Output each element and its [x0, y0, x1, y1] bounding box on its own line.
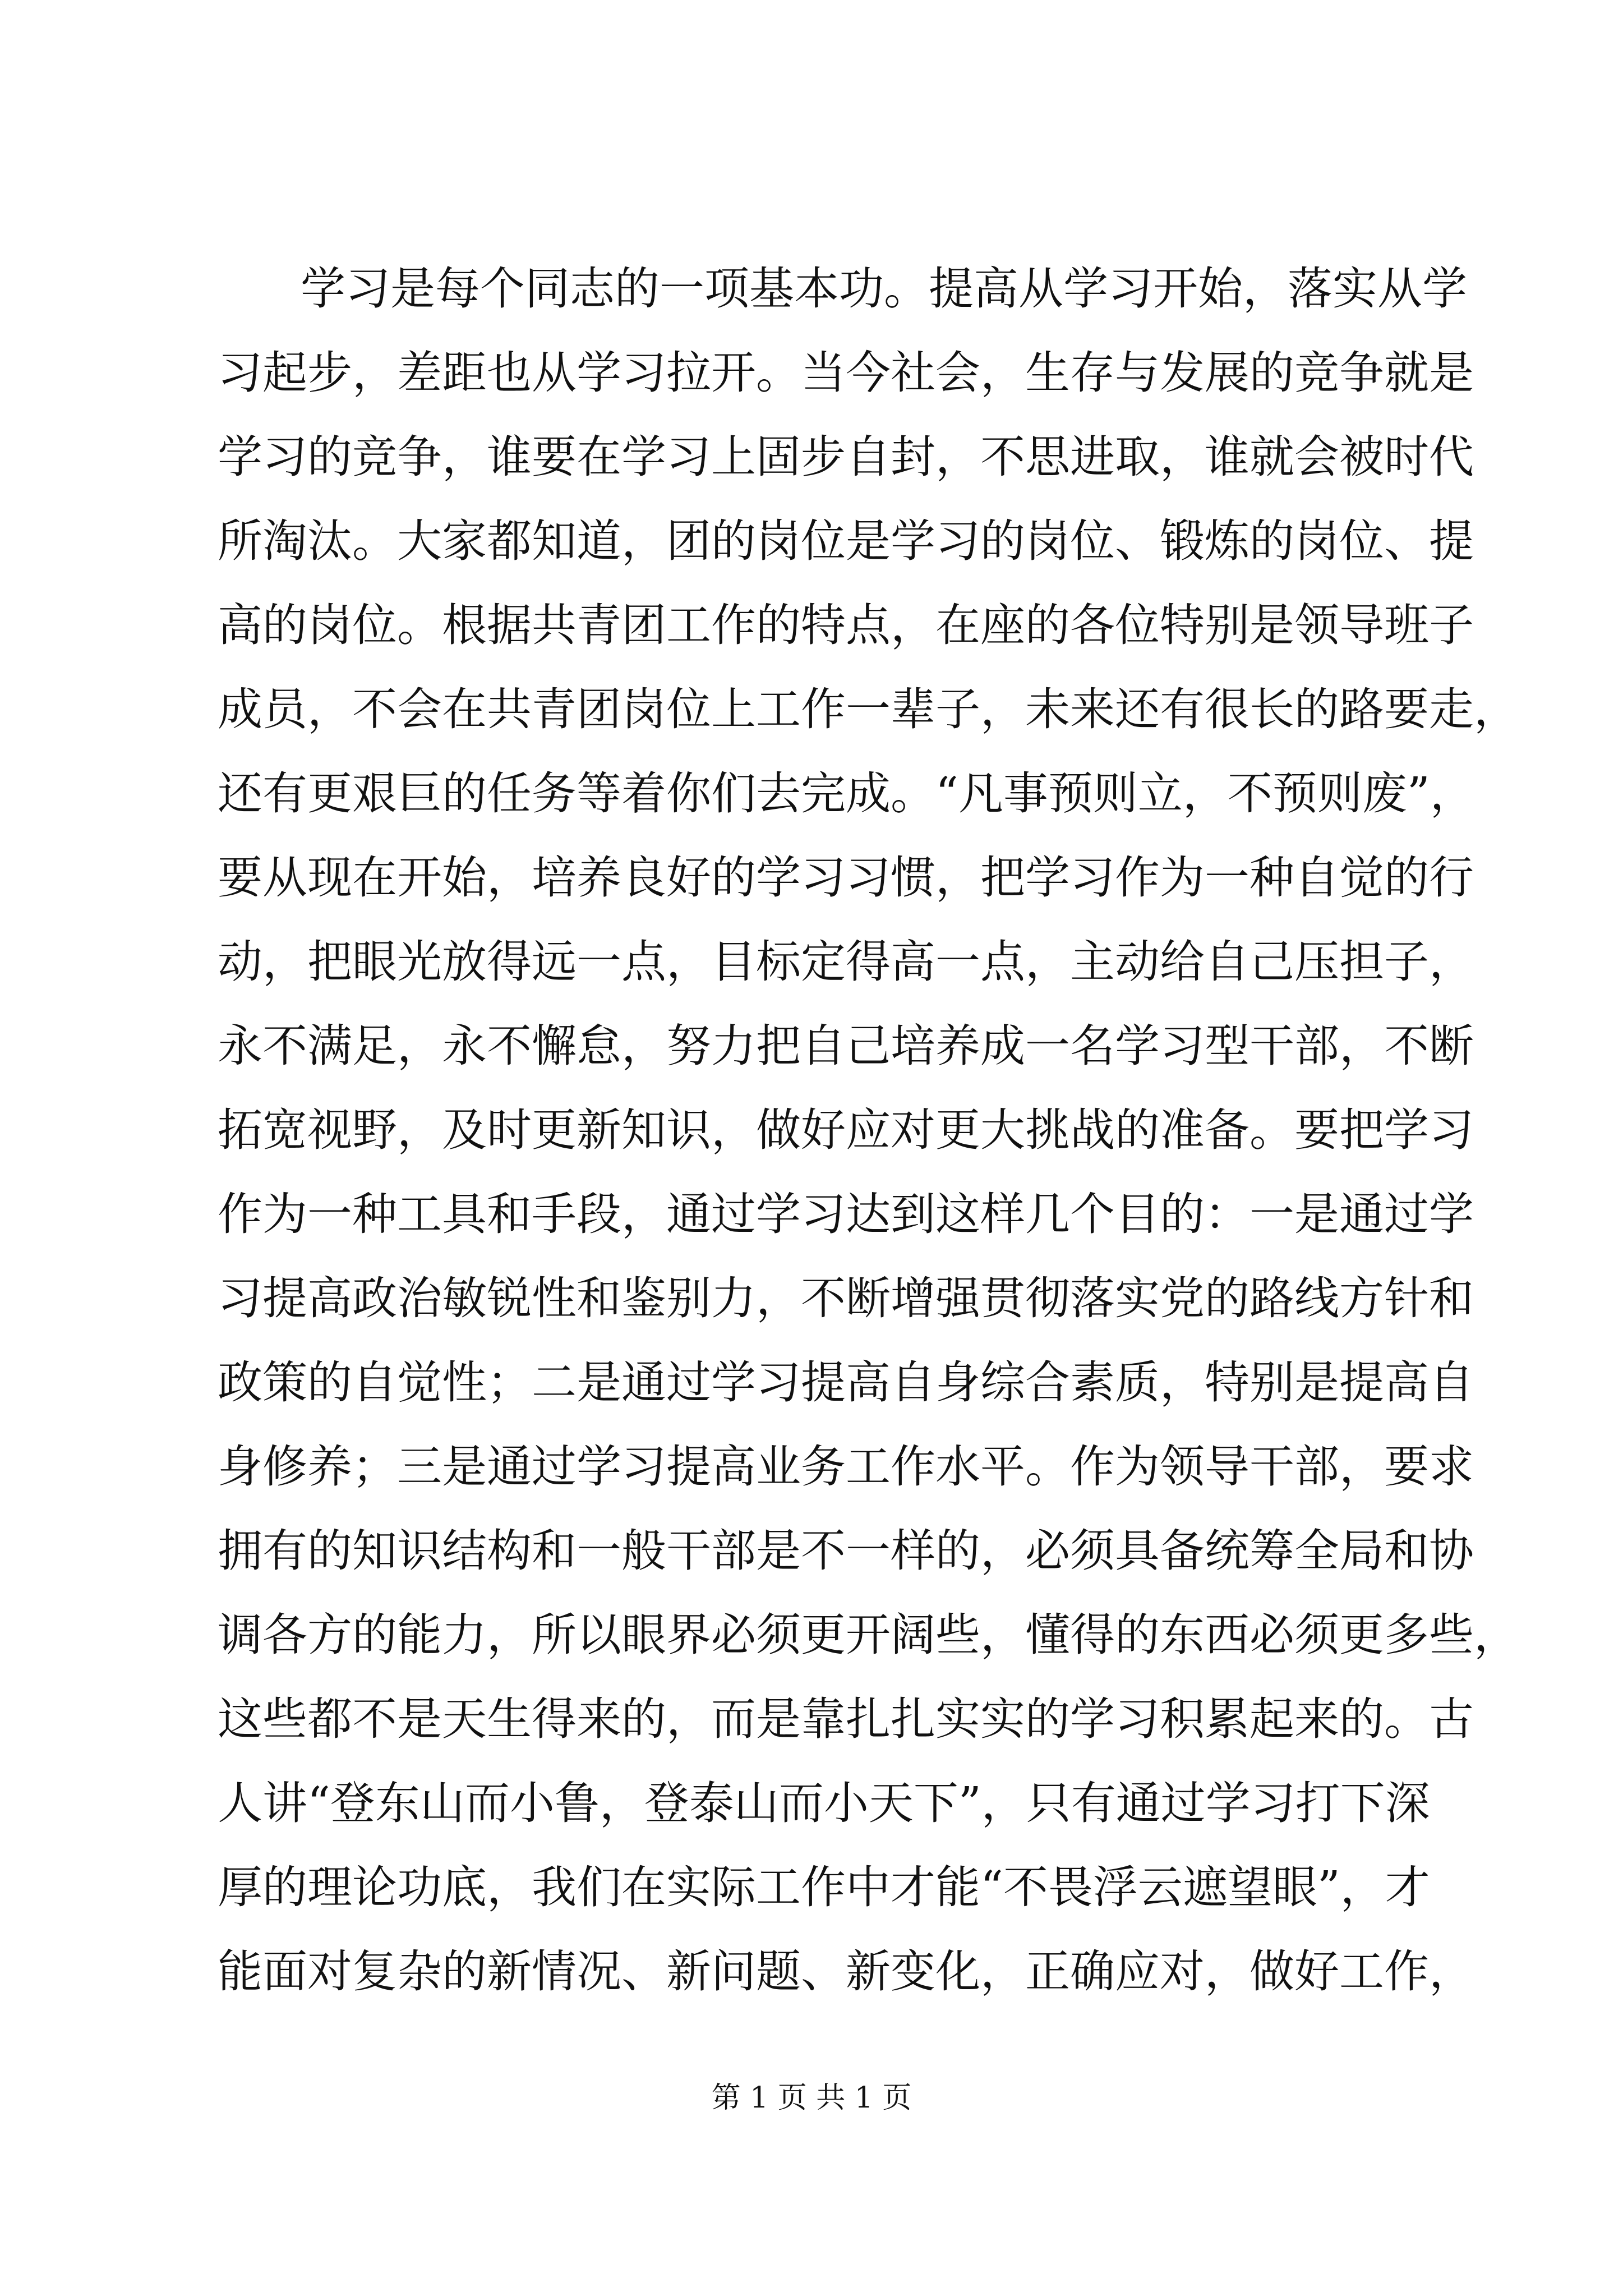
body-paragraph — [218, 247, 1519, 2014]
text-line: 还有更艰巨的任务等着你们去完成。“凡事预则立，不预则废”， — [218, 767, 1475, 820]
text-line: 拥有的知识结构和一般干部是不一样的，必须具备统筹全局和协 — [218, 1525, 1474, 1577]
text-line: 厚的理论功底，我们在实际工作中才能“不畏浮云遮望眼”，才 — [218, 1861, 1430, 1913]
page-number-label: 第 1 页 共 1 页 — [711, 2081, 912, 2115]
page-footer — [0, 2078, 1623, 2118]
text-line: 习起步，差距也从学习拉开。当今社会，生存与发展的竞争就是 — [218, 347, 1474, 399]
text-line: 作为一种工具和手段，通过学习达到这样几个目的：一是通过学 — [218, 1188, 1474, 1240]
text-line: 永不满足，永不懈怠，努力把自己培养成一名学习型干部，不断 — [218, 1020, 1474, 1072]
text-line: 这些都不是天生得来的，而是靠扎扎实实的学习积累起来的。古 — [218, 1693, 1474, 1745]
text-line: 高的岗位。根据共青团工作的特点，在座的各位特别是领导班子 — [218, 599, 1474, 651]
text-line: 人讲“登东山而小鲁，登泰山而小天下”，只有通过学习打下深 — [218, 1777, 1430, 1829]
text-line: 拓宽视野，及时更新知识，做好应对更大挑战的准备。要把学习 — [218, 1104, 1474, 1156]
text-line: 所淘汰。大家都知道，团的岗位是学习的岗位、锻炼的岗位、提 — [218, 515, 1474, 567]
text-line: 学习的竞争，谁要在学习上固步自封，不思进取，谁就会被时代 — [218, 431, 1474, 483]
text-line: 身修养；三是通过学习提高业务工作水平。作为领导干部，要求 — [218, 1441, 1474, 1493]
text-line: 学习是每个同志的一项基本功。提高从学习开始，落实从学 — [301, 263, 1467, 315]
text-line: 要从现在开始，培养良好的学习习惯，把学习作为一种自觉的行 — [218, 852, 1474, 904]
text-line: 能面对复杂的新情况、新问题、新变化，正确应对，做好工作， — [218, 1945, 1474, 1998]
text-line: 动，把眼光放得远一点，目标定得高一点，主动给自己压担子， — [218, 936, 1474, 988]
text-line: 成员，不会在共青团岗位上工作一辈子，未来还有很长的路要走， — [218, 683, 1519, 735]
text-line: 习提高政治敏锐性和鉴别力，不断增强贯彻落实党的路线方针和 — [218, 1272, 1474, 1324]
text-line: 调各方的能力，所以眼界必须更开阔些，懂得的东西必须更多些， — [218, 1609, 1519, 1661]
text-line: 政策的自觉性；二是通过学习提高自身综合素质，特别是提高自 — [218, 1356, 1474, 1409]
